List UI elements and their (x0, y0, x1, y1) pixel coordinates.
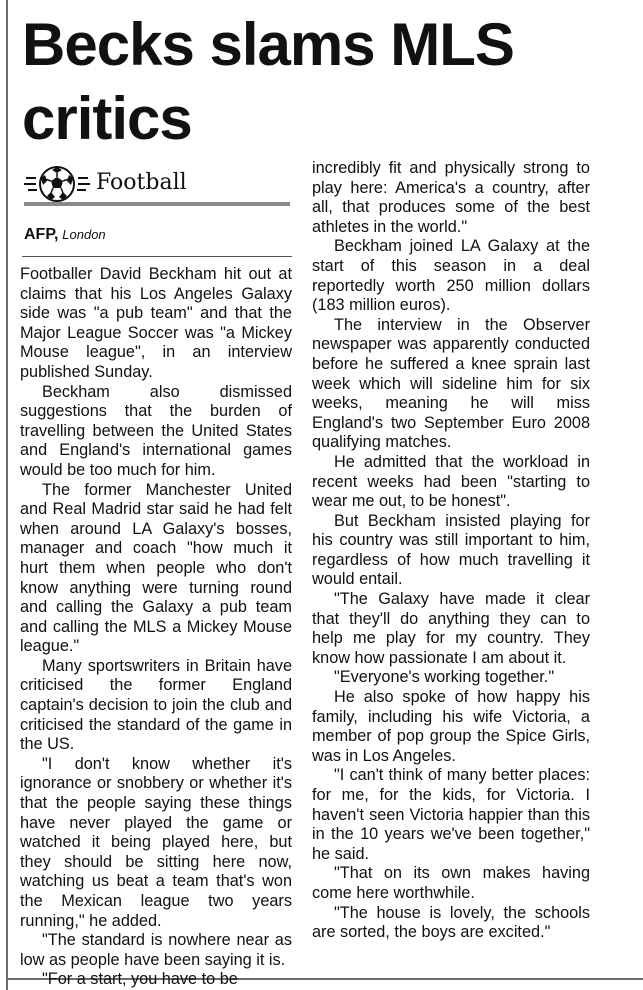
article-column-right (312, 159, 590, 943)
paragraph: "Everyone's working together." (334, 668, 555, 687)
byline (24, 226, 106, 244)
paragraph: But Beckham insisted playing for his country was still important to him, regardless of how much travelling it would entail. (312, 511, 590, 589)
left-column-rule (6, 0, 8, 990)
paragraph: "I don't know whether it's ignorance or snobbery or whether it's that the people saying these things have never played the game or watched it being played here, but they should be sitting here now, watching us beat a team that's won the Mexican league two years running," he added. (20, 754, 292, 930)
section-underline (24, 202, 290, 206)
paragraph: Footballer David Beckham hit out at claims that his Los Angeles Galaxy side was "a pub team" and that the Major League Soccer was "a Mickey Mouse league", in an interview published Sunday. (20, 265, 292, 381)
paragraph: "The house is lovely, the schools are sorted, the boys are excited." (312, 903, 590, 942)
article-column-left (20, 265, 292, 990)
byline-rule (22, 256, 292, 257)
section-tag (24, 162, 290, 206)
paragraph: He also spoke of how happy his family, including his wife Victoria, a member of pop group the Spice Girls, was in Los Angeles. (312, 688, 590, 765)
paragraph: The former Manchester United and Real Madrid star said he had felt when around LA Galaxy's bosses, manager and coach "how much it hurt them when people who don't know anything were turning round and calling the Galaxy a pub team and calling the MLS a Mickey Mouse league." (20, 480, 292, 656)
paragraph: "The Galaxy have made it clear that they'll do anything they can to help me play for my country. They know how passionate I am about it. (312, 590, 590, 667)
paragraph: "The standard is nowhere near as low as people have been saying it is. (20, 931, 292, 969)
paragraph: "That on its own makes having come here worthwhile. (312, 864, 590, 902)
paragraph: "I can't think of many better places: for me, for the kids, for Victoria. I haven't seen Victoria happier than this in the 10 years we've been together," he said. (312, 766, 590, 863)
paragraph: Beckham also dismissed suggestions that the burden of travelling between the United States and England's international games would be too much for him. (20, 382, 292, 479)
paragraph: incredibly fit and physically strong to play here: America's a country, after all, that produces some of the best athletes in the world." (312, 159, 590, 236)
headline: Becks slams MLS critics (22, 11, 514, 152)
byline-place: London (62, 227, 106, 242)
paragraph: Beckham joined LA Galaxy at the start of this season in a deal reportedly worth 250 million dollars (183 million euros). (312, 237, 590, 315)
byline-agency: AFP, (24, 226, 59, 243)
paragraph: The interview in the Observer newspaper was apparently conducted before he suffered a knee sprain last week which will sideline him for six weeks, meaning he will miss England's two September Euro 2008 qualifying matches. (312, 315, 590, 452)
paragraph: "For a start, you have to be (42, 970, 238, 989)
section-label: Football (96, 170, 187, 195)
paragraph: Many sportswriters in Britain have criticised the former England captain's decision to join the club and criticised the standard of the game in the US. (20, 656, 292, 754)
soccer-ball-icon (24, 164, 90, 204)
paragraph: He admitted that the workload in recent weeks had been "starting to wear me out, to be honest". (312, 452, 590, 511)
